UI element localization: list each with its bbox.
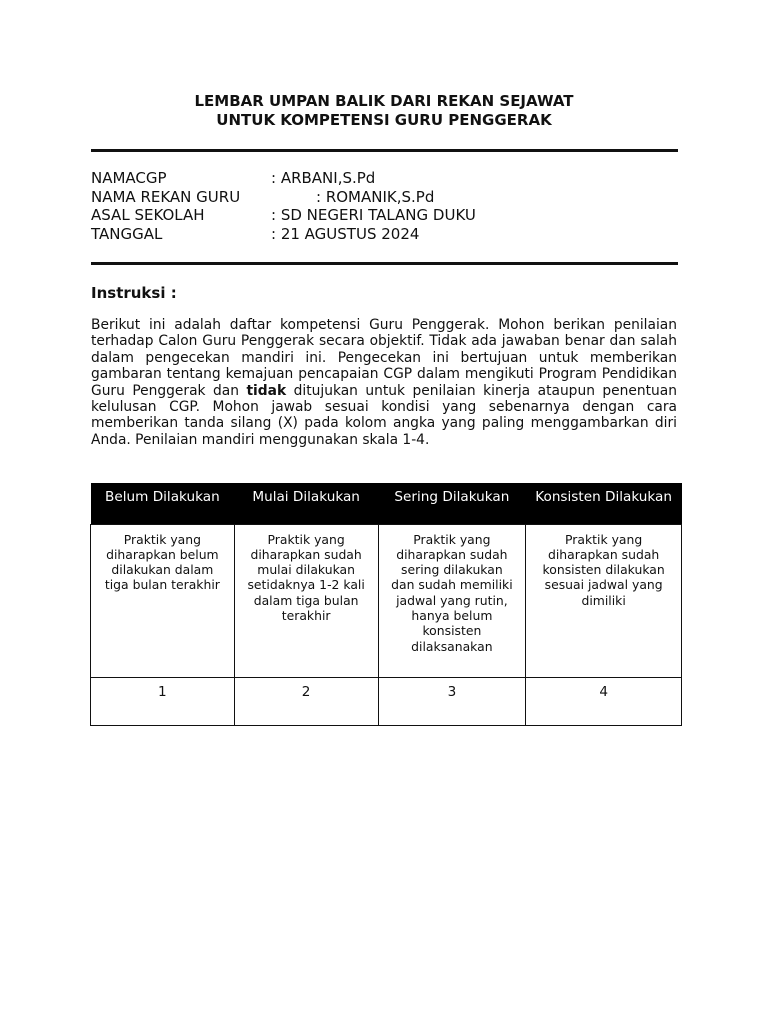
meta-value: : ROMANIK,S.Pd [316,187,435,206]
meta-row-rekan-guru [91,188,476,207]
meta-value: : ARBANI,S.Pd [271,169,376,187]
meta-value: : 21 AGUSTUS 2024 [271,224,420,243]
title-line-1: LEMBAR UMPAN BALIK DARI REKAN SEJAWAT [194,92,574,110]
instruction-text-part: ditujukan untuk penilaian kinerja ataupun penentuan kelulusan CGP. Mohon jawab sesuai kondisi yang sebenarnya dengan cara memberikan tanda silang (X) pada kolom angka yang paling menggambarkan diri Anda. Penilaian mandiri menggunakan skala 1-4. [91,382,677,448]
meta-label: ASAL SEKOLAH [91,206,205,225]
scale-score-row [91,677,682,725]
meta-label: TANGGAL [91,224,163,243]
meta-row-tanggal [91,225,476,244]
scale-table [90,483,682,726]
instruction-bold-word: tidak [246,382,287,399]
scale-description: Praktik yang diharapkan sudah sering dilakukan dan sudah memiliki jadwal yang rutin, hanya belum konsisten dilaksanakan [378,524,526,677]
scale-description: Praktik yang diharapkan sudah mulai dilakukan setidaknya 1-2 kali dalam tiga bulan terakhir [234,524,378,677]
scale-header-mulai: Mulai Dilakukan [234,483,378,524]
instruction-text [91,317,677,448]
meta-label: NAMA REKAN GURU [91,187,241,206]
scale-score: 1 [91,677,235,725]
scale-header-row [91,483,682,524]
scale-description-row [91,524,682,677]
scale-header-belum: Belum Dilakukan [91,483,235,524]
instruction-text-part: Berikut ini adalah daftar kompetensi Guru Penggerak. Mohon berikan penilaian terhadap Calon Guru Penggerak secara objektif. Tidak ada jawaban benar dan salah dalam pengecekan mandiri ini. Pengecekan ini bertujuan untuk memberikan gambaran tentang kemajuan pencapaian CGP dalam mengikuti Program Pendidikan Guru Penggerak dan [91,317,677,399]
meta-label: NAMACGP [91,169,167,187]
meta-row-asal-sekolah [91,206,476,225]
title-line-2: UNTUK KOMPETENSI GURU PENGGERAK [216,111,552,129]
top-divider [91,149,678,152]
scale-score: 3 [378,677,526,725]
scale-score: 2 [234,677,378,725]
scale-description: Praktik yang diharapkan belum dilakukan dalam tiga bulan terakhir [91,524,235,677]
document-title [91,92,677,130]
scale-header-sering: Sering Dilakukan [378,483,526,524]
meta-row-namacgp [91,169,476,188]
scale-score: 4 [526,677,682,725]
identity-block [91,169,476,243]
instruction-heading: Instruksi : [91,284,177,302]
scale-description: Praktik yang diharapkan sudah konsisten dilakukan sesuai jadwal yang dimiliki [526,524,682,677]
scale-header-konsisten: Konsisten Dilakukan [526,483,682,524]
bottom-divider [91,262,678,265]
meta-value: : SD NEGERI TALANG DUKU [271,206,476,225]
